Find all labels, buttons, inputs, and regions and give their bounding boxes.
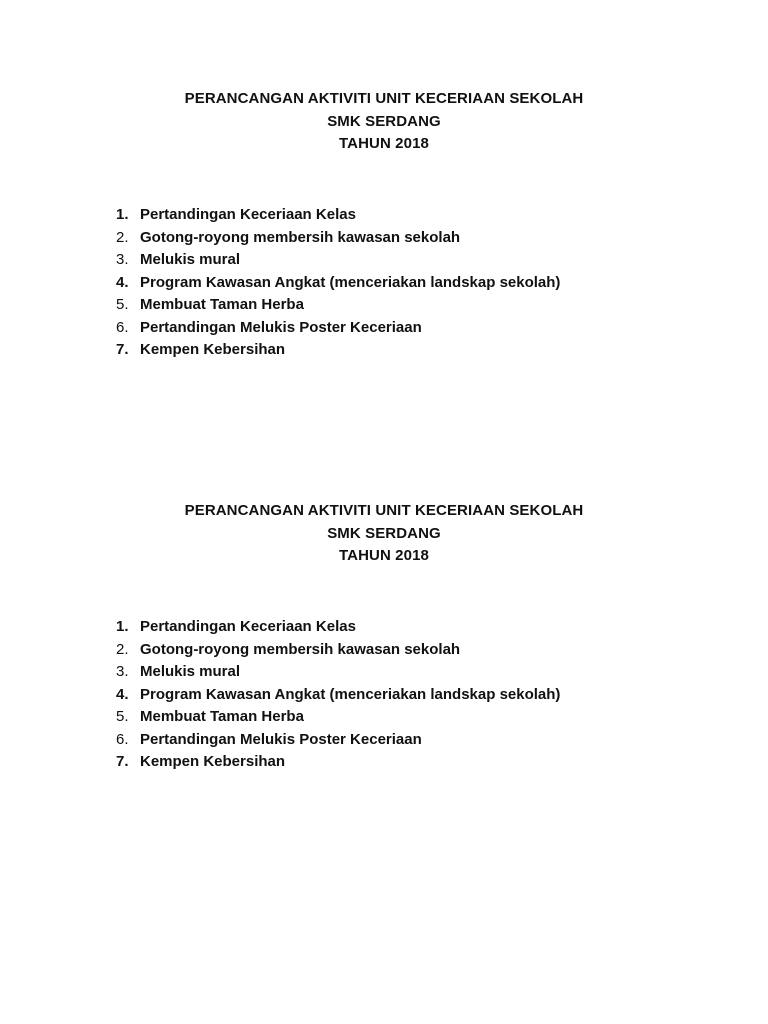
activity-list [112,204,560,362]
section-heading [0,500,768,568]
list-item [112,294,560,317]
list-item [112,317,560,340]
heading-school: SMK SERDANG [327,112,441,130]
list-item-text: Kempen Kebersihan [140,341,286,358]
list-item-text: Gotong-royong membersih kawasan sekolah [140,228,461,246]
list-item-number: 7. [116,753,129,770]
heading-title: PERANCANGAN AKTIVITI UNIT KECERIAAN SEKOLAH [184,502,584,519]
list-item-number: 1. [116,618,129,635]
section-heading [0,88,768,156]
activity-plan-section-2 [0,500,768,770]
list-item-text: Program Kawasan Angkat (menceriakan landskap sekolah) [140,273,561,291]
list-item-text: Pertandingan Melukis Poster Keceriaan [140,318,422,336]
list-item-text: Gotong-royong membersih kawasan sekolah [140,640,461,658]
list-item [112,684,560,707]
list-item-number: 1. [116,206,129,223]
list-item [112,339,560,362]
list-item-text: Membuat Taman Herba [140,708,304,725]
list-item-number: 5. [116,296,129,313]
list-item-number: 6. [116,730,129,748]
list-item-number: 4. [116,273,129,291]
list-item-number: 5. [116,708,129,725]
list-item-number: 3. [116,663,129,680]
heading-title: PERANCANGAN AKTIVITI UNIT KECERIAAN SEKOLAH [184,90,584,107]
list-item-text: Pertandingan Keceriaan Kelas [140,206,356,223]
activity-plan-section-1 [0,88,768,358]
list-item [112,661,560,684]
list-item [112,616,560,639]
list-item-text: Membuat Taman Herba [140,296,304,313]
heading-year: TAHUN 2018 [339,135,429,152]
list-item-number: 3. [116,251,129,268]
list-item [112,204,560,227]
list-item [112,706,560,729]
heading-year: TAHUN 2018 [339,547,429,564]
list-item-number: 7. [116,341,129,358]
list-item-number: 2. [116,228,129,246]
list-item-text: Program Kawasan Angkat (menceriakan landskap sekolah) [140,685,561,703]
list-item-text: Pertandingan Keceriaan Kelas [140,618,356,635]
heading-school: SMK SERDANG [327,524,441,542]
activity-list [112,616,560,774]
list-item-text: Kempen Kebersihan [140,753,286,770]
list-item [112,729,560,752]
list-item [112,751,560,774]
list-item [112,227,560,250]
list-item [112,249,560,272]
list-item [112,272,560,295]
list-item-number: 2. [116,640,129,658]
list-item-number: 6. [116,318,129,336]
list-item-text: Pertandingan Melukis Poster Keceriaan [140,730,422,748]
list-item-text: Melukis mural [140,663,241,680]
list-item-text: Melukis mural [140,251,241,268]
list-item [112,639,560,662]
list-item-number: 4. [116,685,129,703]
